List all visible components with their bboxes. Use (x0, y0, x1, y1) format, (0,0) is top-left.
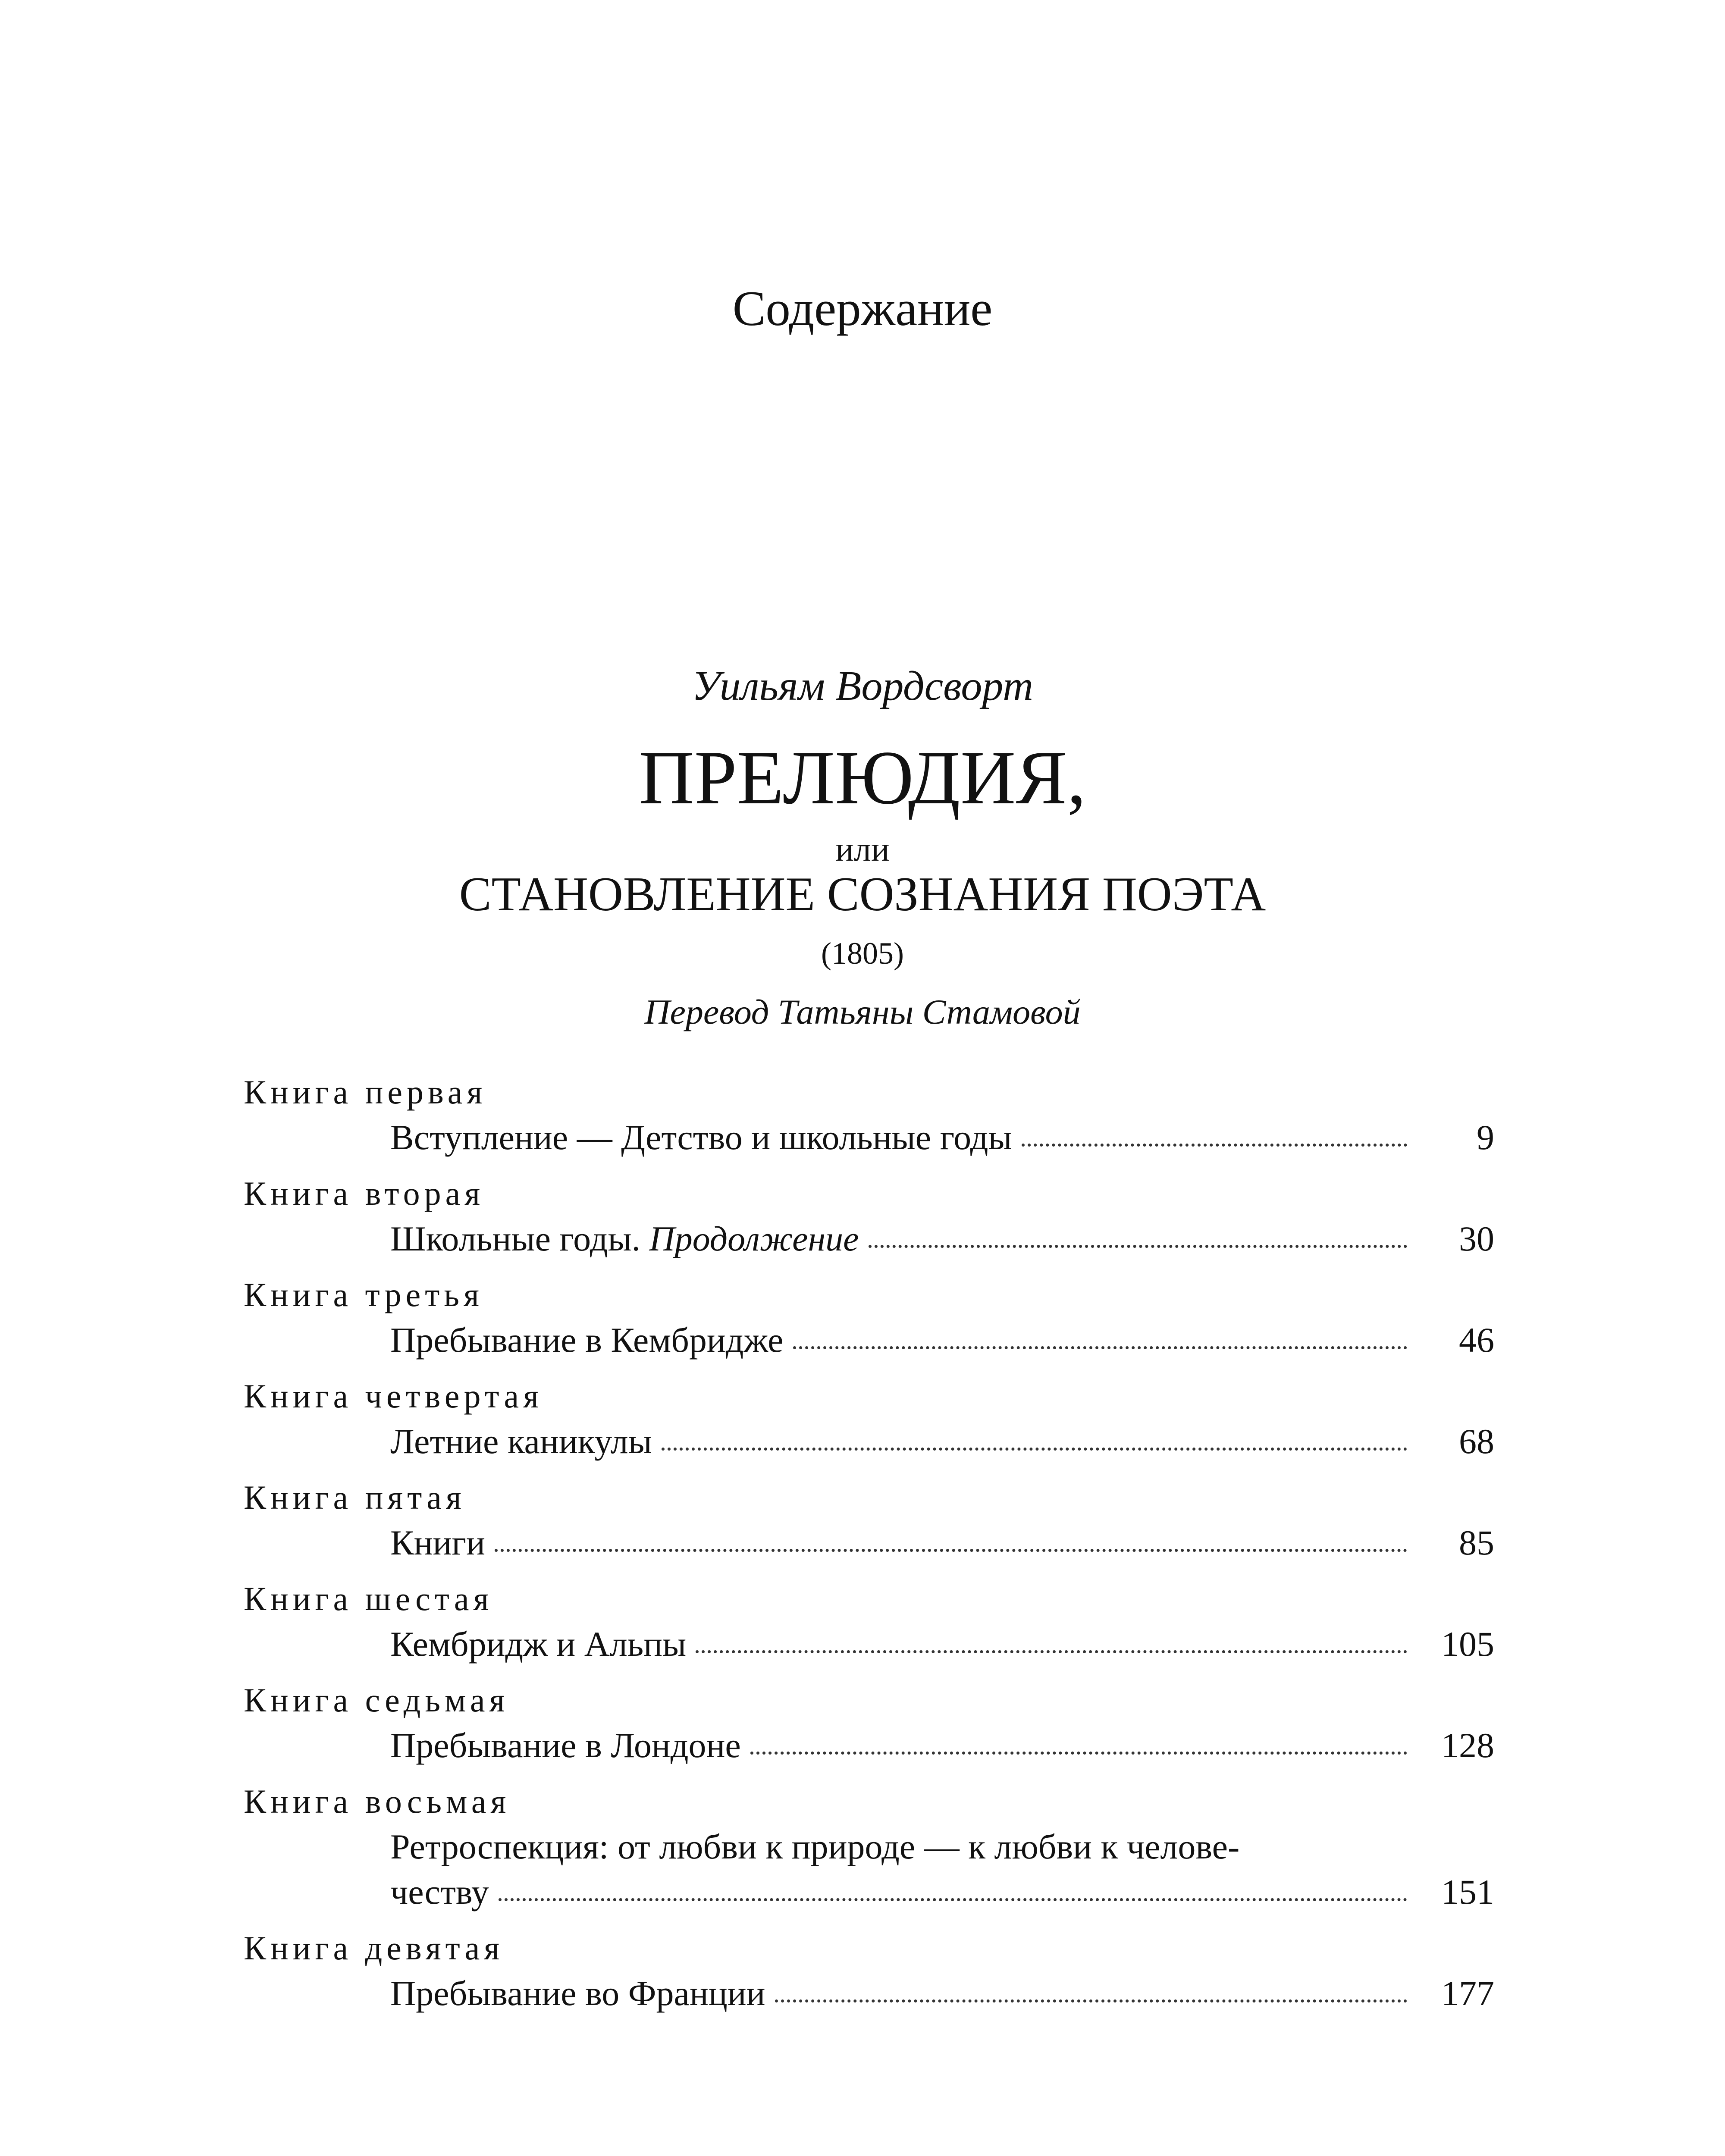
dot-leader (662, 1448, 1407, 1451)
toc-book-label: Книга первая (244, 1073, 487, 1111)
toc-entry (244, 1373, 1494, 1475)
toc-entry (244, 1925, 1494, 2027)
toc-entry (244, 1475, 1494, 1576)
toc-line[interactable] (390, 1621, 1494, 1677)
toc-title: Летние каникулы (390, 1422, 652, 1461)
toc-line[interactable] (390, 1971, 1494, 2027)
work-year: (1805) (821, 936, 904, 971)
dot-leader (793, 1346, 1408, 1349)
toc-title: Вступление — Детство и школьные годы (390, 1118, 1012, 1157)
toc-book-label: Книга третья (244, 1276, 483, 1313)
toc-line[interactable] (390, 1317, 1494, 1373)
contents-heading: Содержание (732, 281, 993, 336)
toc-page-number: 105 (1441, 1624, 1494, 1664)
toc-book-label: Книга девятая (244, 1929, 504, 1967)
toc-line[interactable] (390, 1419, 1494, 1475)
toc-title: Пребывание в Кембридже (390, 1320, 784, 1360)
dot-leader (869, 1245, 1407, 1248)
toc-entry (244, 1677, 1494, 1779)
table-of-contents (244, 1069, 1494, 2027)
toc-entry (244, 1576, 1494, 1677)
toc-title: честву (390, 1872, 489, 1912)
toc-book-label: Книга пятая (244, 1479, 466, 1516)
toc-page-number: 68 (1459, 1422, 1494, 1461)
toc-entry (244, 1171, 1494, 1272)
toc-page-number: 177 (1441, 1974, 1494, 2013)
dot-leader (696, 1650, 1407, 1653)
work-title: ПРЕЛЮДИЯ, (639, 735, 1086, 820)
toc-title-line1: Ретроспекция: от любви к природе — к любви к челове- (390, 1827, 1240, 1866)
toc-book-label: Книга вторая (244, 1175, 485, 1212)
toc-line[interactable] (390, 1216, 1494, 1272)
toc-line[interactable] (390, 1520, 1494, 1576)
dot-leader (1022, 1144, 1407, 1147)
toc-page-number: 30 (1459, 1219, 1494, 1258)
toc-page-number: 85 (1459, 1523, 1494, 1562)
toc-entry (244, 1272, 1494, 1373)
toc-title: Книги (390, 1523, 485, 1562)
toc-line[interactable] (390, 1115, 1494, 1171)
work-subtitle: СТАНОВЛЕНИЕ СОЗНАНИЯ ПОЭТА (459, 868, 1266, 921)
toc-title (390, 1216, 859, 1261)
toc-title-italic: Продолжение (649, 1219, 859, 1258)
toc-line[interactable] (390, 1723, 1494, 1779)
author-name: Уильям Вордсворт (692, 663, 1033, 709)
translator-credit: Перевод Татьяны Стамовой (644, 992, 1081, 1031)
toc-page-number: 46 (1459, 1320, 1494, 1360)
title-conjunction: или (835, 830, 890, 868)
toc-page-number: 9 (1477, 1118, 1494, 1157)
dot-leader (499, 1898, 1407, 1901)
dot-leader (775, 1999, 1408, 2002)
toc-book-label: Книга седьмая (244, 1681, 509, 1719)
toc-line-wrapped[interactable] (390, 1824, 1494, 1869)
toc-entry (244, 1779, 1494, 1925)
toc-entry (244, 1069, 1494, 1171)
toc-title: Пребывание во Франции (390, 1974, 765, 2013)
toc-title-plain: Школьные годы. (390, 1219, 641, 1258)
dot-leader (750, 1752, 1407, 1755)
toc-book-label: Книга четвертая (244, 1377, 543, 1415)
toc-book-label: Книга шестая (244, 1580, 493, 1617)
toc-page-number: 128 (1441, 1726, 1494, 1765)
toc-page-number: 151 (1441, 1872, 1494, 1912)
toc-title: Пребывание в Лондоне (390, 1726, 741, 1765)
toc-title: Кембридж и Альпы (390, 1624, 687, 1664)
dot-leader (495, 1549, 1407, 1552)
toc-line[interactable] (390, 1869, 1494, 1925)
toc-book-label: Книга восьмая (244, 1783, 511, 1820)
